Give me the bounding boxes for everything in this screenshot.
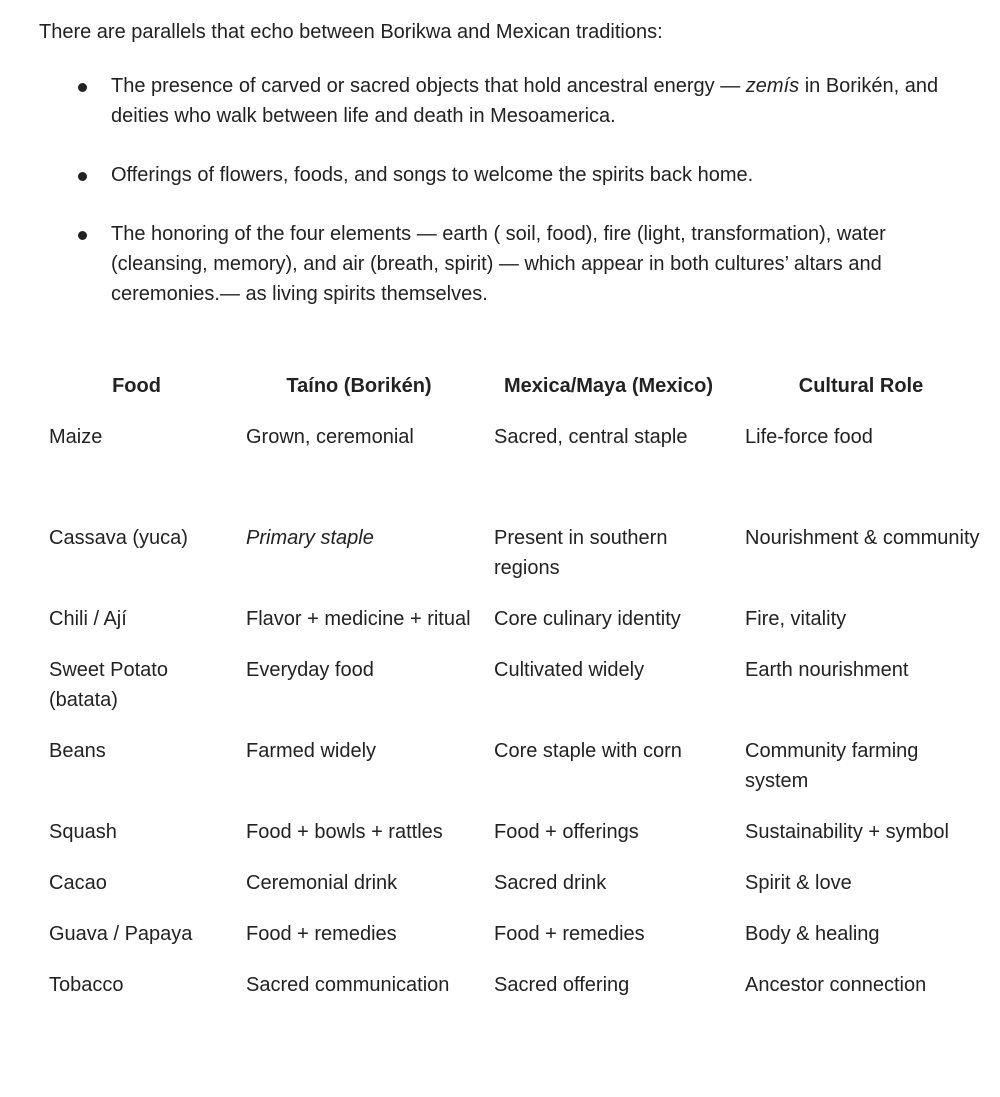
table-cell: Cassava (yuca) [49, 527, 188, 549]
table-row [38, 523, 988, 604]
table-cell: Maize [49, 426, 103, 448]
table-cell: Core staple with corn [494, 740, 682, 762]
table-cell: Chili / Ají [49, 608, 127, 630]
bullet-icon [78, 172, 87, 181]
emphasis-text: Primary staple [246, 527, 374, 549]
table-cell: Everyday food [246, 659, 374, 681]
table-cell: Flavor + medicine + ritual [246, 608, 471, 630]
table-cell: Cultivated widely [494, 659, 645, 681]
table-cell: Sacred communication [246, 974, 450, 996]
table-cell: Tobacco [49, 974, 124, 996]
table-row [38, 919, 988, 970]
table-cell: Sacred drink [494, 872, 607, 894]
intro-paragraph: There are parallels that echo between Borikwa and Mexican traditions: [39, 21, 663, 43]
table-cell: Body & healing [745, 923, 880, 945]
table-header-row [38, 371, 988, 422]
table-cell: Squash [49, 821, 117, 843]
table-cell: Life-force food [745, 426, 873, 448]
table-cell: Nourishment & community [745, 527, 980, 549]
bullet-icon [78, 231, 87, 240]
list-item-text: The honoring of the four elements — earth ( soil, food), fire (light, transformation), water (cleansing, memory), and air (breath, spirit) — which appear in both cultures’ altars and ceremonies.— as living spirits themselves. [111, 223, 886, 305]
column-header-food: Food [112, 375, 161, 397]
table-cell: Guava / Papaya [49, 923, 193, 945]
table-cell [235, 523, 483, 604]
bullet-icon [78, 83, 87, 92]
column-header-mexica: Mexica/Maya (Mexico) [504, 375, 713, 397]
table-cell: Core culinary identity [494, 608, 681, 630]
table-cell: Community farming system [745, 740, 919, 792]
table-cell: Ancestor connection [745, 974, 927, 996]
table-cell: Sweet Potato (batata) [49, 659, 168, 711]
table-cell: Present in southern regions [494, 527, 668, 579]
table-cell: Ceremonial drink [246, 872, 398, 894]
list-item-text: The presence of carved or sacred objects that hold ancestral energy — zemís in Borikén, and deities who walk between life and death in Mesoamerica. [111, 75, 939, 127]
table-cell: Fire, vitality [745, 608, 847, 630]
table-cell: Farmed widely [246, 740, 377, 762]
table-cell: Earth nourishment [745, 659, 909, 681]
table-cell: Food + remedies [246, 923, 397, 945]
table-cell: Sustainability + symbol [745, 821, 949, 843]
column-header-role: Cultural Role [798, 375, 924, 397]
table-row [38, 868, 988, 919]
list-item [0, 160, 1000, 190]
list-item-text: Offerings of flowers, foods, and songs to welcome the spirits back home. [111, 164, 754, 186]
table-cell: Grown, ceremonial [246, 426, 414, 448]
table-cell: Beans [49, 740, 106, 762]
table-row [38, 604, 988, 655]
table-cell: Food + remedies [494, 923, 645, 945]
food-comparison-table [38, 371, 988, 1021]
table-row [38, 655, 988, 736]
table-cell: Sacred offering [494, 974, 630, 996]
emphasis-text: zemís [745, 75, 800, 97]
column-header-taino: Taíno (Borikén) [286, 375, 432, 397]
table-row [38, 422, 988, 523]
table-cell: Cacao [49, 872, 107, 894]
table-row [38, 736, 988, 817]
list-item [0, 71, 1000, 131]
table-row [38, 817, 988, 868]
table-row [38, 970, 988, 1021]
list-item [0, 219, 1000, 309]
parallels-list [0, 71, 1000, 338]
table-cell: Spirit & love [745, 872, 852, 894]
table-cell: Sacred, central staple [494, 426, 688, 448]
table-cell: Food + offerings [494, 821, 639, 843]
table-cell: Food + bowls + rattles [246, 821, 443, 843]
